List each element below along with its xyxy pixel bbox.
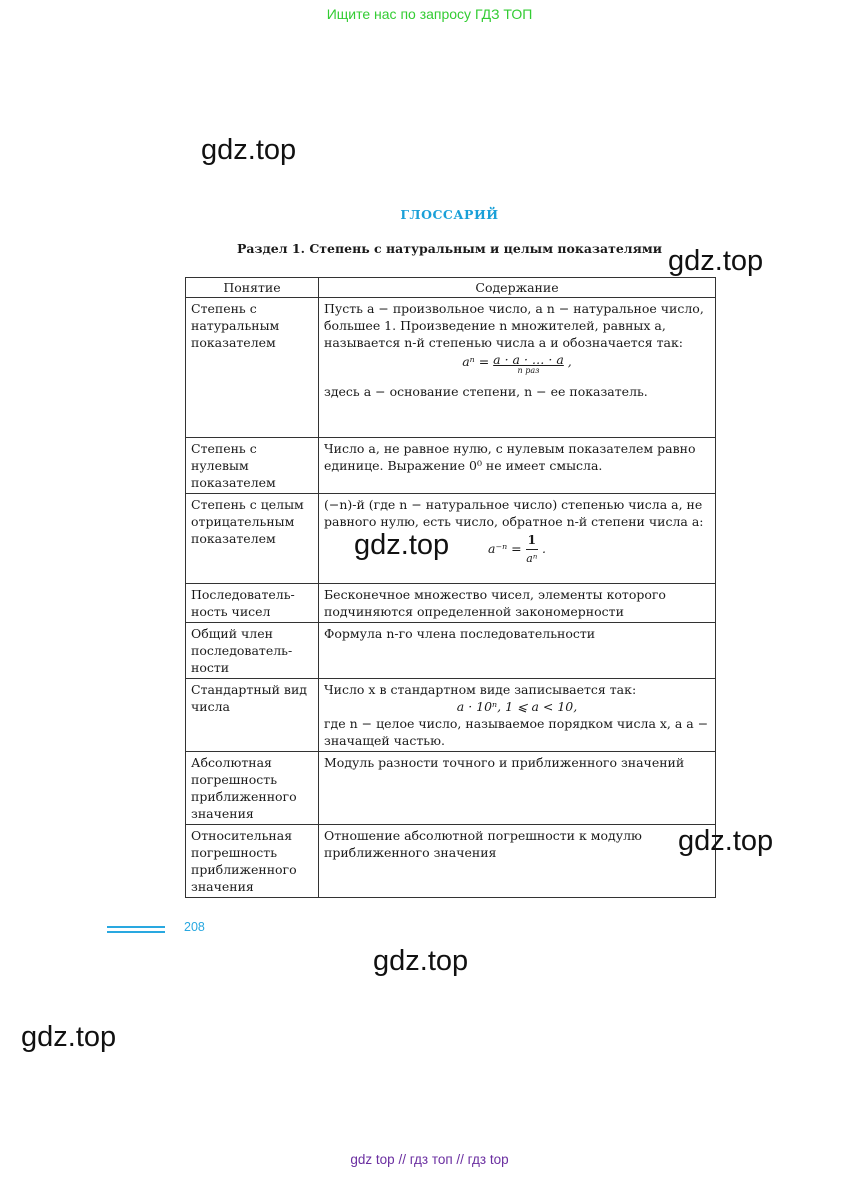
glossary-title: ГЛОССАРИЙ <box>400 207 499 222</box>
table-row <box>186 752 716 825</box>
term-cell: Абсолютная погрешность приближенного значения <box>186 752 319 825</box>
content-cell: Бесконечное множество чисел, элементы которого подчиняются определенной закономерности <box>319 584 716 623</box>
watermark: gdz.top <box>668 245 764 277</box>
content-cell: Формула n-го члена последовательности <box>319 623 716 679</box>
definition-text: где n − целое число, называемое порядком числа x, а a − значащей частью. <box>324 716 709 748</box>
definition-text: (−n)-й (где n − натуральное число) степенью числа a, не равного нулю, есть число, обратное n-й степени числа a: <box>324 497 704 529</box>
content-cell: Число a, не равное нулю, с нулевым показателем равно единице. Выражение 0⁰ не имеет смысла. <box>319 438 716 494</box>
table-header-term: Понятие <box>186 278 319 298</box>
watermark: gdz.top <box>21 1021 117 1053</box>
content-cell <box>319 679 716 752</box>
watermark: gdz.top <box>373 945 469 977</box>
table-row <box>186 584 716 623</box>
table-row <box>186 298 716 438</box>
definition-text: Число x в стандартном виде записывается так: <box>324 682 637 697</box>
top-banner: Ищите нас по запросу ГДЗ ТОП <box>326 6 533 22</box>
watermark: gdz.top <box>354 529 450 561</box>
watermark: gdz.top <box>678 825 774 857</box>
table-row <box>186 438 716 494</box>
formula-product: a · a · … · a <box>493 352 564 367</box>
content-cell <box>319 298 716 438</box>
term-cell: Степень с целым отрицательным показателем <box>186 494 319 584</box>
term-cell: Степень с натуральным показателем <box>186 298 319 438</box>
formula-lhs: a⁻ⁿ = <box>488 541 522 556</box>
term-cell: Стандартный вид числа <box>186 679 319 752</box>
content-cell: Отношение абсолютной погрешности к модулю приближенного значения <box>319 825 716 898</box>
footer-links[interactable]: gdz top // гдз топ // гдз top <box>350 1152 509 1167</box>
formula-tail: , <box>567 354 572 369</box>
power-formula <box>324 353 710 375</box>
watermark: gdz.top <box>201 134 297 166</box>
content-cell: Модуль разности точного и приближенного значений <box>319 752 716 825</box>
table-row <box>186 623 716 679</box>
section-title: Раздел 1. Степень с натуральным и целым показателями <box>237 241 662 256</box>
term-cell: Относительная погрешность приближенного значения <box>186 825 319 898</box>
formula-tail: . <box>541 541 546 556</box>
glossary-table <box>185 277 716 898</box>
formula-lhs: aⁿ = <box>462 354 490 369</box>
definition-text: здесь a − основание степени, n − ее показатель. <box>324 384 648 399</box>
formula-under-label: n раз <box>517 366 540 375</box>
definition-text: Пусть a − произвольное число, а n − натуральное число, большее 1. Произведение n множителей, равных a, называется n-й степенью числа a и обозначается так: <box>324 301 704 350</box>
page-number-rule <box>107 931 165 933</box>
term-cell: Степень с нулевым показателем <box>186 438 319 494</box>
fraction-numerator: 1 <box>526 532 538 550</box>
table-row <box>186 494 716 584</box>
table-row <box>186 679 716 752</box>
fraction-denominator: aⁿ <box>526 552 538 565</box>
term-cell: Общий член последователь-ности <box>186 623 319 679</box>
table-header-content: Содержание <box>319 278 716 298</box>
page-number-rule <box>107 926 165 928</box>
standard-form-formula: a · 10ⁿ, 1 ⩽ a < 10, <box>456 699 578 714</box>
product-underbrace <box>493 353 564 375</box>
page-number: 208 <box>184 920 205 934</box>
table-row <box>186 825 716 898</box>
term-cell: Последователь-ность чисел <box>186 584 319 623</box>
fraction <box>526 532 538 567</box>
